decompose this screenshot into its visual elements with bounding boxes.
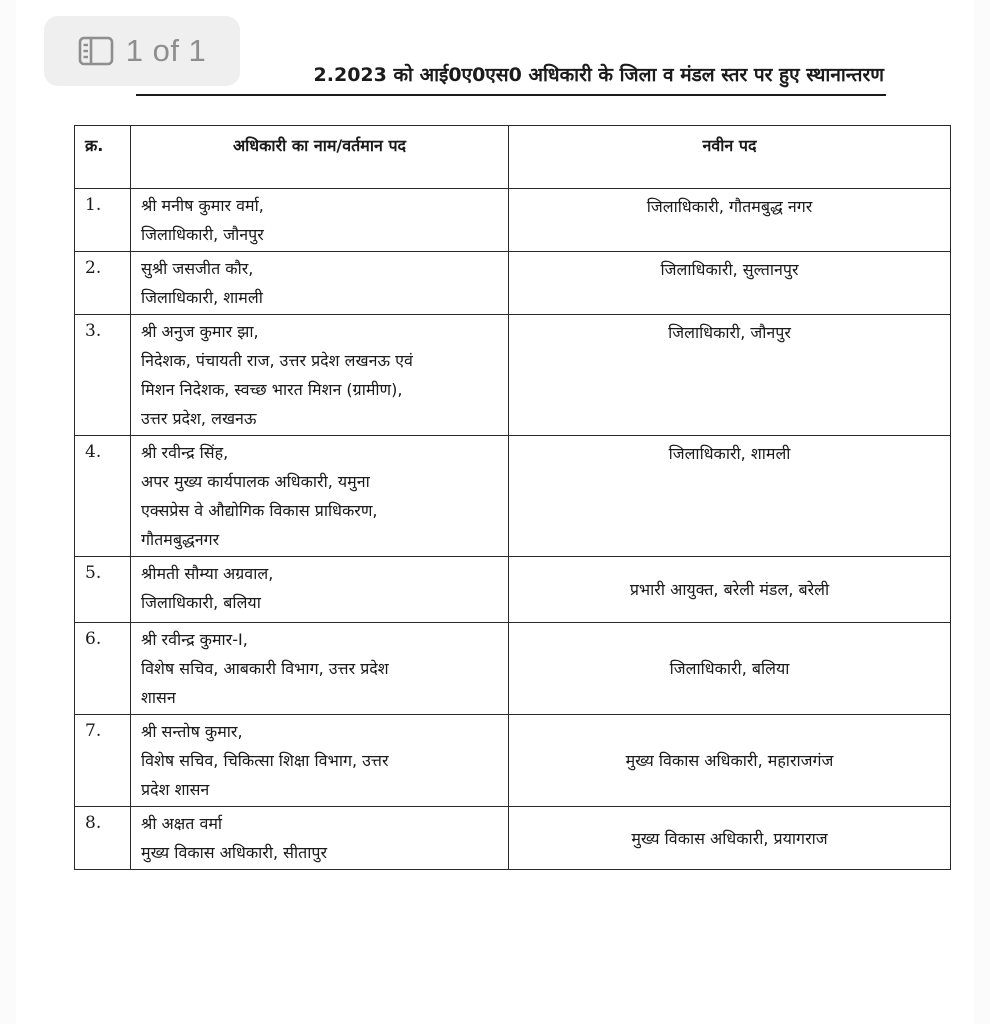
- table-header-row: [75, 126, 951, 189]
- row-officer: श्री अनुज कुमार झा, निदेशक, पंचायती राज, उत्तर प्रदेश लखनऊ एवं मिशन निदेशक, स्वच्छ भारत मिशन (ग्रामीण), उत्तर प्रदेश, लखनऊ: [131, 315, 509, 436]
- row-serial: 8.: [75, 807, 131, 870]
- transfer-table-wrapper: [74, 125, 950, 870]
- row-new-post: जिलाधिकारी, जौनपुर: [509, 315, 951, 436]
- table-row: [75, 807, 951, 870]
- transfer-table: [74, 125, 951, 870]
- row-officer: श्रीमती सौम्या अग्रवाल, जिलाधिकारी, बलिया: [131, 557, 509, 623]
- table-row: [75, 315, 951, 436]
- row-serial: 2.: [75, 252, 131, 315]
- row-new-post: मुख्य विकास अधिकारी, प्रयागराज: [509, 807, 951, 870]
- page-indicator[interactable]: [44, 16, 240, 86]
- row-officer: श्री रवीन्द्र कुमार-I, विशेष सचिव, आबकारी विभाग, उत्तर प्रदेश शासन: [131, 623, 509, 715]
- row-serial: 1.: [75, 189, 131, 252]
- table-row: [75, 252, 951, 315]
- row-serial: 4.: [75, 436, 131, 557]
- table-row: [75, 557, 951, 623]
- row-new-post: जिलाधिकारी, सुल्तानपुर: [509, 252, 951, 315]
- header-officer-name: अधिकारी का नाम/वर्तमान पद: [131, 126, 509, 189]
- document-title-text: 2.2023 को आई0ए0एस0 अधिकारी के जिला व मंडल स्तर पर हुए स्थानान्तरण: [313, 64, 884, 86]
- table-row: [75, 189, 951, 252]
- row-serial: 7.: [75, 715, 131, 807]
- row-serial: 5.: [75, 557, 131, 623]
- row-officer: श्री अक्षत वर्मा मुख्य विकास अधिकारी, सीतापुर: [131, 807, 509, 870]
- row-serial: 3.: [75, 315, 131, 436]
- row-new-post: जिलाधिकारी, गौतमबुद्ध नगर: [509, 189, 951, 252]
- row-officer: सुश्री जसजीत कौर, जिलाधिकारी, शामली: [131, 252, 509, 315]
- row-new-post: जिलाधिकारी, शामली: [509, 436, 951, 557]
- header-serial-number: क्र.: [75, 126, 131, 189]
- page-count-label: 1 of 1: [125, 33, 207, 68]
- row-officer: श्री मनीष कुमार वर्मा, जिलाधिकारी, जौनपुर: [131, 189, 509, 252]
- document-title: [136, 60, 886, 96]
- row-serial: 6.: [75, 623, 131, 715]
- table-row: [75, 623, 951, 715]
- row-new-post: जिलाधिकारी, बलिया: [509, 623, 951, 715]
- row-officer: श्री रवीन्द्र सिंह, अपर मुख्य कार्यपालक अधिकारी, यमुना एक्सप्रेस वे औद्योगिक विकास प्राधिकरण, गौतमबुद्धनगर: [131, 436, 509, 557]
- row-new-post: प्रभारी आयुक्त, बरेली मंडल, बरेली: [509, 557, 951, 623]
- page-list-icon: [78, 36, 114, 66]
- row-officer: श्री सन्तोष कुमार, विशेष सचिव, चिकित्सा शिक्षा विभाग, उत्तर प्रदेश शासन: [131, 715, 509, 807]
- table-row: [75, 715, 951, 807]
- table-row: [75, 436, 951, 557]
- row-new-post: मुख्य विकास अधिकारी, महाराजगंज: [509, 715, 951, 807]
- header-new-post: नवीन पद: [509, 126, 951, 189]
